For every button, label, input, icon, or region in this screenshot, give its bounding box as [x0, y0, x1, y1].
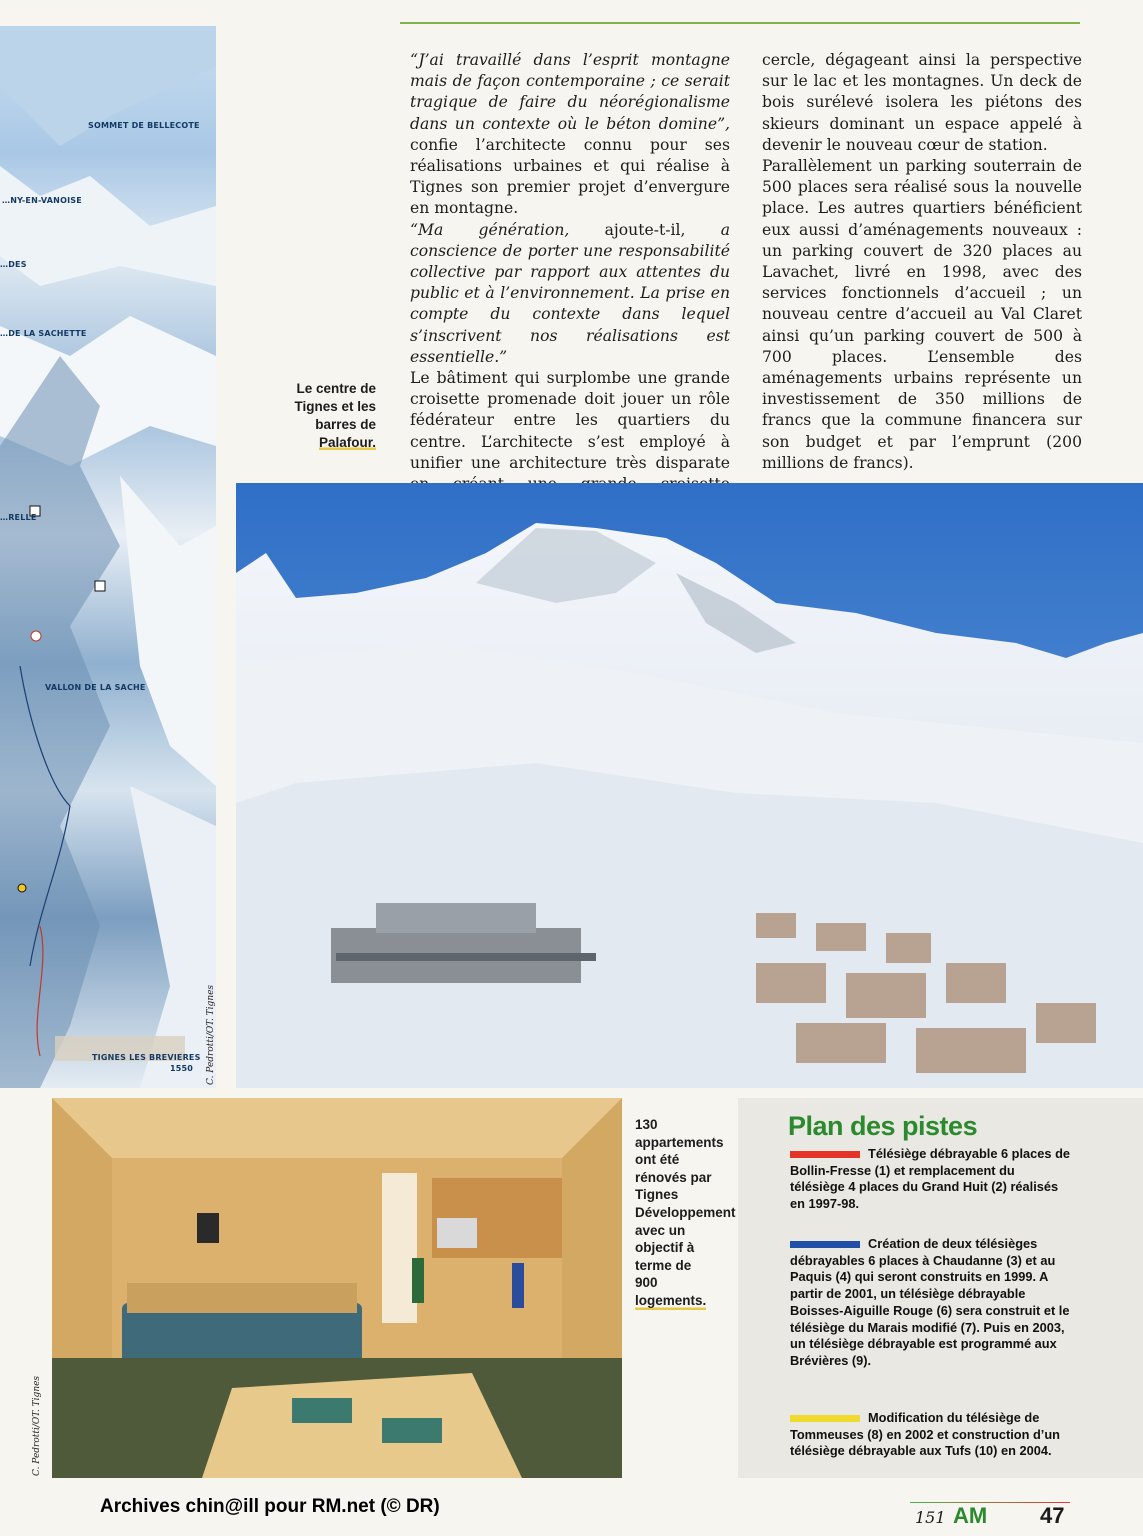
paragraph-parking: Parallèlement un parking souterrain de 500 places sera réalisé sous la nouvelle place. Les autres quartiers bénéficient eux aussi d’aménagements nouveaux : un parking couvert de 320 places au Lavachet, livré en 1998, avec des services fonctionnels d’accueil ; un nouveau centre d’accueil au Val Claret ainsi qu’un parking couvert de 500 à 700 places. L’ensemble des aménagements urbains représente un investissement de 350 millions de francs que la commune financera sur son budget et par l’emprunt (200 millions de francs).: [762, 157, 1082, 472]
paragraph-quote-2: “Ma génération, ajoute-t-il, a conscience de porter une responsabilité collective par rapport aux attentes du public et à l’environnement. La prise en compte du contexte dans lequel s’inscrivent nos réalisations est essentielle.”: [410, 220, 730, 366]
paragraph-batiment: Le bâtiment qui surplombe une grande croisette promenade doit jouer un rôle fédérateur entre les quartiers du centre. L’architecte s’est employé à unifier une architecture très disparate: [410, 369, 730, 472]
map-label-relle: …RELLE: [0, 513, 37, 522]
photo-credit-main: C. Pedrotti/OT. Tignes: [206, 984, 216, 1085]
page-number: 47: [1040, 1503, 1065, 1528]
map-label-des: …DES: [0, 260, 27, 269]
blue-legend-bar: [790, 1241, 860, 1248]
ski-map-illustration: [0, 26, 216, 1088]
map-label-brevieres: TIGNES LES BREVIERES: [92, 1053, 201, 1062]
yellow-legend-bar: [790, 1415, 860, 1422]
apartment-interior-photo: [52, 1098, 622, 1478]
paragraph-cercle: cercle, dégageant ainsi la perspective sur le lac et les montagnes. Un deck de bois surélevé isolera les piétons des skieurs dominant un espace appelé à devenir le nouveau cœur de station.: [762, 51, 1082, 154]
pistes-entry-blue: Création de deux télésièges débrayables 6 places à Chaudanne (3) et au Paquis (4) qui seront construits en 1999. A partir de 2001, un télésiège débrayable Boisses-Aiguille Rouge (6) sera construit et le télésiège du Marais modifié (7). Puis en 2003, un télésiège débrayable est programmé aux Brévières (9).: [790, 1236, 1070, 1368]
paragraph-quote: “J’ai travaillé dans l’esprit montagne mais de façon contemporaine ; ce serait tragique de faire du néorégionalisme dans un contexte où le béton domine”, confie l’architecte connu pour ses réalisations urbaines et qui réalise à Tignes son premier projet d’envergure en montagne.: [410, 51, 730, 218]
archive-watermark: Archives chin@ill pour RM.net (© DR): [100, 1496, 440, 1517]
red-legend-bar: [790, 1151, 860, 1158]
interior-caption: 130 appartements ont été rénovés par Tignes Développement avec un objectif à terme de 900 logements.: [635, 1117, 736, 1308]
issue-number: 151: [915, 1508, 946, 1527]
article-column-1: [410, 50, 730, 516]
map-label-bellecote: SOMMET DE BELLECOTE: [88, 121, 200, 130]
map-label-vanoise: …NY-EN-VANOISE: [2, 196, 82, 205]
map-label-vallon: VALLON DE LA SACHE: [45, 683, 146, 692]
tignes-centre-photo: [236, 483, 1143, 1088]
map-label-altitude: 1550: [170, 1064, 194, 1073]
pistes-title: Plan des pistes: [788, 1111, 978, 1141]
photo-caption-centre: Le centre de Tignes et les barres de Palafour.: [294, 381, 376, 450]
magazine-logo: AM: [953, 1503, 988, 1528]
article-column-2: [762, 50, 1082, 474]
top-rule: [400, 22, 1080, 24]
photo-credit-interior: C. Pedrotti/OT. Tignes: [32, 1375, 42, 1476]
pistes-entry-red: Télésiège débrayable 6 places de Bollin-Fresse (1) et remplacement du télésiège 4 places du Grand Huit (2) réalisés en 1997-98.: [790, 1146, 1071, 1212]
map-label-sachette: …DE LA SACHETTE: [0, 329, 87, 338]
pistes-entry-yellow: Modification du télésiège de Tommeuses (8) en 2002 et construction d’un télésiège débrayable aux Tufs (10) en 2004.: [790, 1410, 1060, 1459]
plan-des-pistes-box: [738, 1098, 1143, 1478]
